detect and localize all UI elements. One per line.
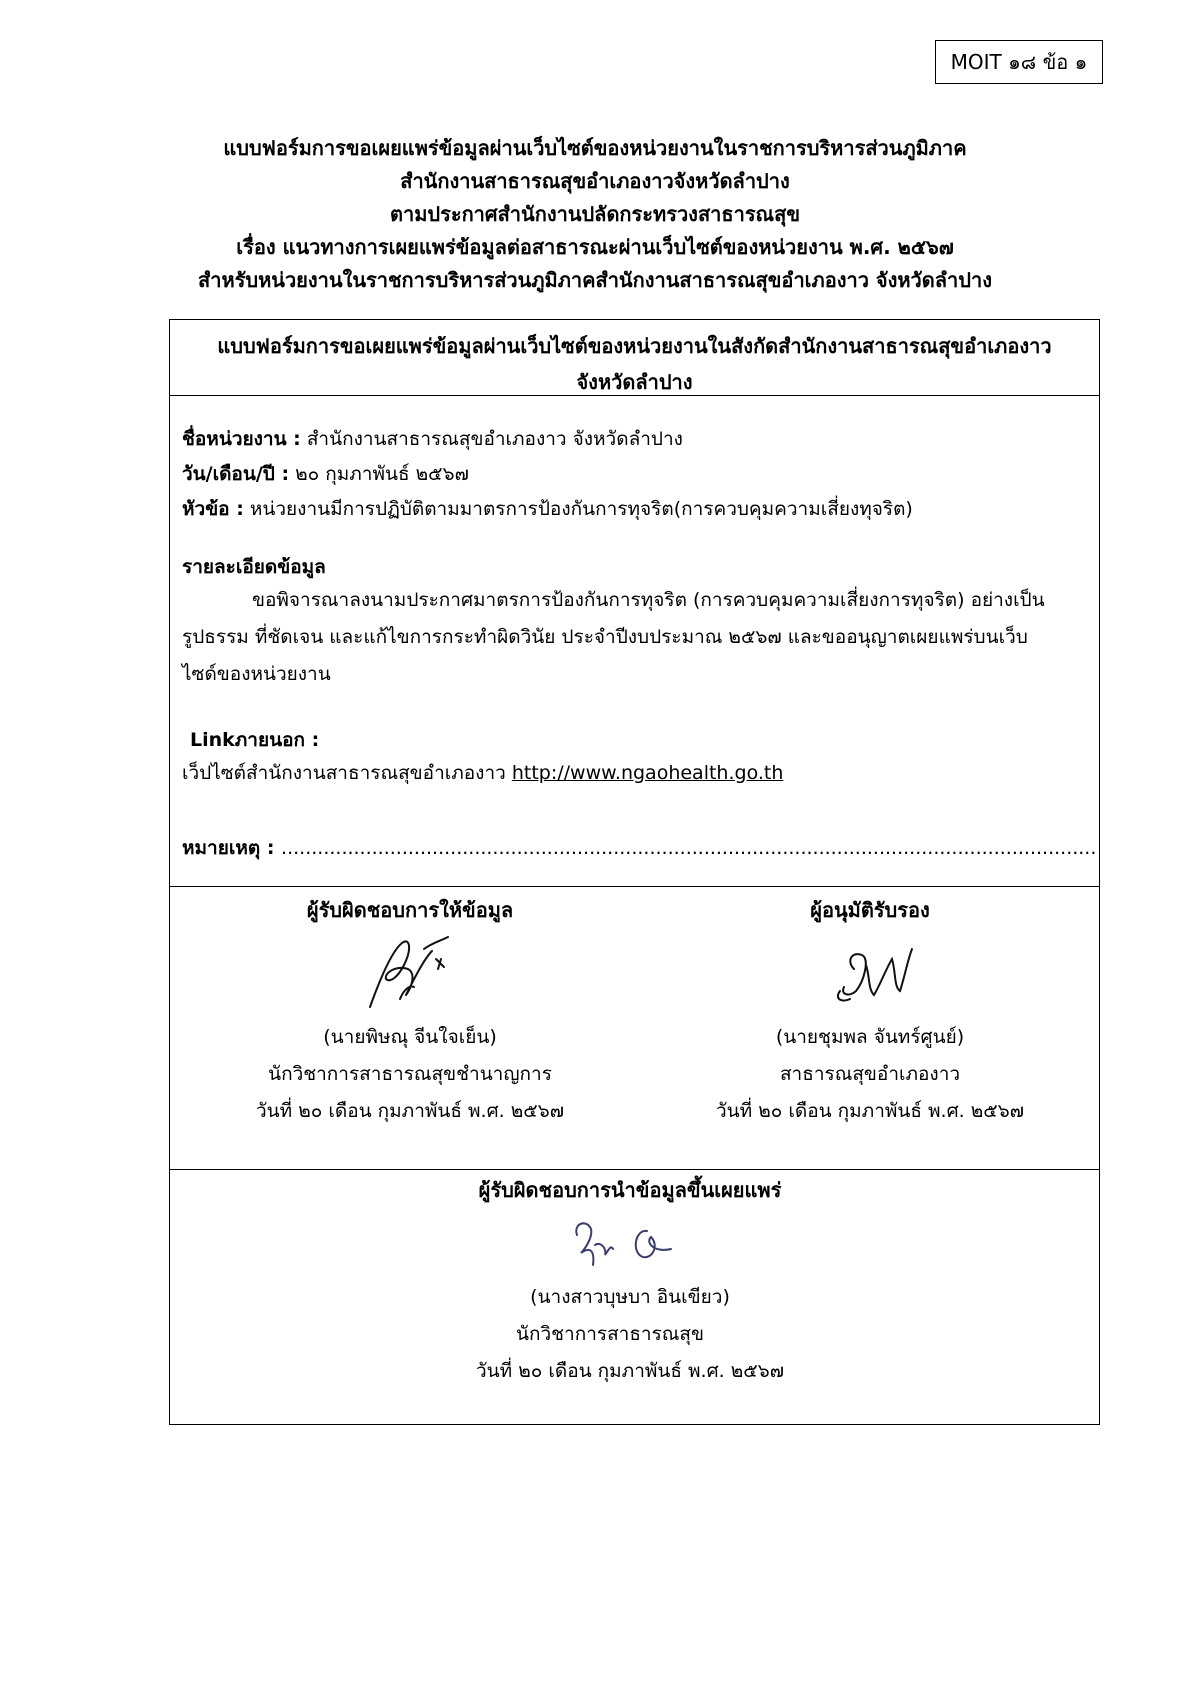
left-signer-name: (นายพิษณุ จีนใจเย็น)	[323, 1026, 497, 1048]
form-title	[170, 328, 1099, 400]
bottom-signer-heading: ผู้รับผิดชอบการนำข้อมูลขึ้นเผยแพร่	[478, 1178, 782, 1202]
bottom-signer-name: (นางสาวบุษบา อินเขียว)	[530, 1286, 730, 1308]
right-signer-name: (นายชุมพล จันทร์ศูนย์)	[775, 1026, 965, 1048]
details-line-1: ขอพิจารณาลงนามประกาศมาตรการป้องกันการทุจริต (การควบคุมความเสี่ยงการทุจริต) อย่างเป็น	[252, 589, 1045, 611]
link-prefix: เว็ปไซต์สำนักงานสาธารณสุขอำเภองาว	[182, 762, 512, 784]
unit-value: สำนักงานสาธารณสุขอำเภองาว จังหวัดลำปาง	[300, 428, 683, 450]
topic-row	[182, 494, 913, 524]
link-label: Linkภายนอก :	[190, 729, 320, 751]
document-header	[0, 132, 1190, 297]
bottom-signer-date: วันที่ ๒๐ เดือน กุมภาพันธ์ พ.ศ. ๒๕๖๗	[476, 1360, 784, 1382]
header-line-2: สำนักงานสาธารณสุขอำเภองาวจังหวัดลำปาง	[400, 169, 790, 193]
details-paragraph	[182, 582, 1087, 693]
divider	[170, 886, 1099, 887]
unit-label: ชื่อหน่วยงาน :	[182, 428, 301, 450]
bottom-signer-position: นักวิชาการสาธารณสุข	[515, 1323, 705, 1345]
topic-label: หัวข้อ :	[182, 498, 244, 520]
bottom-signature-image	[555, 1209, 705, 1279]
date-value: ๒๐ กุมภาพันธ์ ๒๕๖๗	[289, 463, 469, 485]
date-row	[182, 459, 469, 489]
moit-label: MOIT ๑๘ ข้อ ๑	[950, 50, 1088, 74]
header-line-4: เรื่อง แนวทางการเผยแพร่ข้อมูลต่อสาธารณะผ่านเว็บไซต์ของหน่วยงาน พ.ศ. ๒๕๖๗	[236, 235, 954, 259]
remark-dots: .......................................................................................................................................	[281, 837, 1097, 859]
left-signer-heading: ผู้รับผิดชอบการให้ข้อมูล	[306, 898, 514, 922]
remark-label: หมายเหตุ :	[182, 837, 282, 859]
left-signer-block	[200, 892, 620, 1130]
details-line-2: รูปธรรม ที่ชัดเจน และแก้ไขการกระทำผิดวินัย ประจำปีงบประมาณ ๒๕๖๗ และขออนุญาตเผยแพร่บนเว็บ	[182, 626, 1028, 648]
right-signer-date: วันที่ ๒๐ เดือน กุมภาพันธ์ พ.ศ. ๒๕๖๗	[716, 1100, 1024, 1122]
right-signer-heading: ผู้อนุมัติรับรอง	[810, 898, 930, 922]
link-row	[182, 758, 783, 788]
topic-value: หน่วยงานมีการปฏิบัติตามมาตรการป้องกันการทุจริต(การควบคุมความเสี่ยงทุจริต)	[243, 498, 913, 520]
header-line-5: สำหรับหน่วยงานในราชการบริหารส่วนภูมิภาคสำนักงานสาธารณสุขอำเภองาว จังหวัดลำปาง	[198, 268, 992, 292]
moit-label-box	[935, 40, 1103, 84]
left-signer-date: วันที่ ๒๐ เดือน กุมภาพันธ์ พ.ศ. ๒๕๖๗	[256, 1100, 564, 1122]
date-label: วัน/เดือน/ปี :	[182, 463, 290, 485]
right-signer-position: สาธารณสุขอำเภองาว	[779, 1063, 961, 1085]
left-signer-position: นักวิชาการสาธารณสุขชำนาญการ	[268, 1063, 552, 1085]
form-title-line-1: แบบฟอร์มการขอเผยแพร่ข้อมูลผ่านเว็บไซต์ของหน่วยงานในสังกัดสำนักงานสาธารณสุขอำเภองาว	[217, 334, 1052, 358]
form-table	[169, 319, 1100, 1425]
bottom-signer-block	[400, 1172, 860, 1390]
header-line-3: ตามประกาศสำนักงานปลัดกระทรวงสาธารณสุข	[389, 202, 800, 226]
unit-row	[182, 424, 683, 454]
remark-row	[182, 833, 1096, 863]
right-signer-block	[650, 892, 1090, 1130]
divider	[170, 1169, 1099, 1170]
left-signature-image	[340, 929, 480, 1019]
details-line-3: ไซด์ของหน่วยงาน	[182, 663, 331, 685]
divider	[170, 395, 1099, 396]
form-title-line-2: จังหวัดลำปาง	[576, 370, 693, 394]
right-signature-image	[800, 929, 940, 1019]
website-link[interactable]: http://www.ngaohealth.go.th	[511, 762, 784, 784]
details-heading: รายละเอียดข้อมูล	[182, 556, 326, 578]
header-line-1: แบบฟอร์มการขอเผยแพร่ข้อมูลผ่านเว็บไซต์ของหน่วยงานในราชการบริหารส่วนภูมิภาค	[223, 136, 967, 160]
